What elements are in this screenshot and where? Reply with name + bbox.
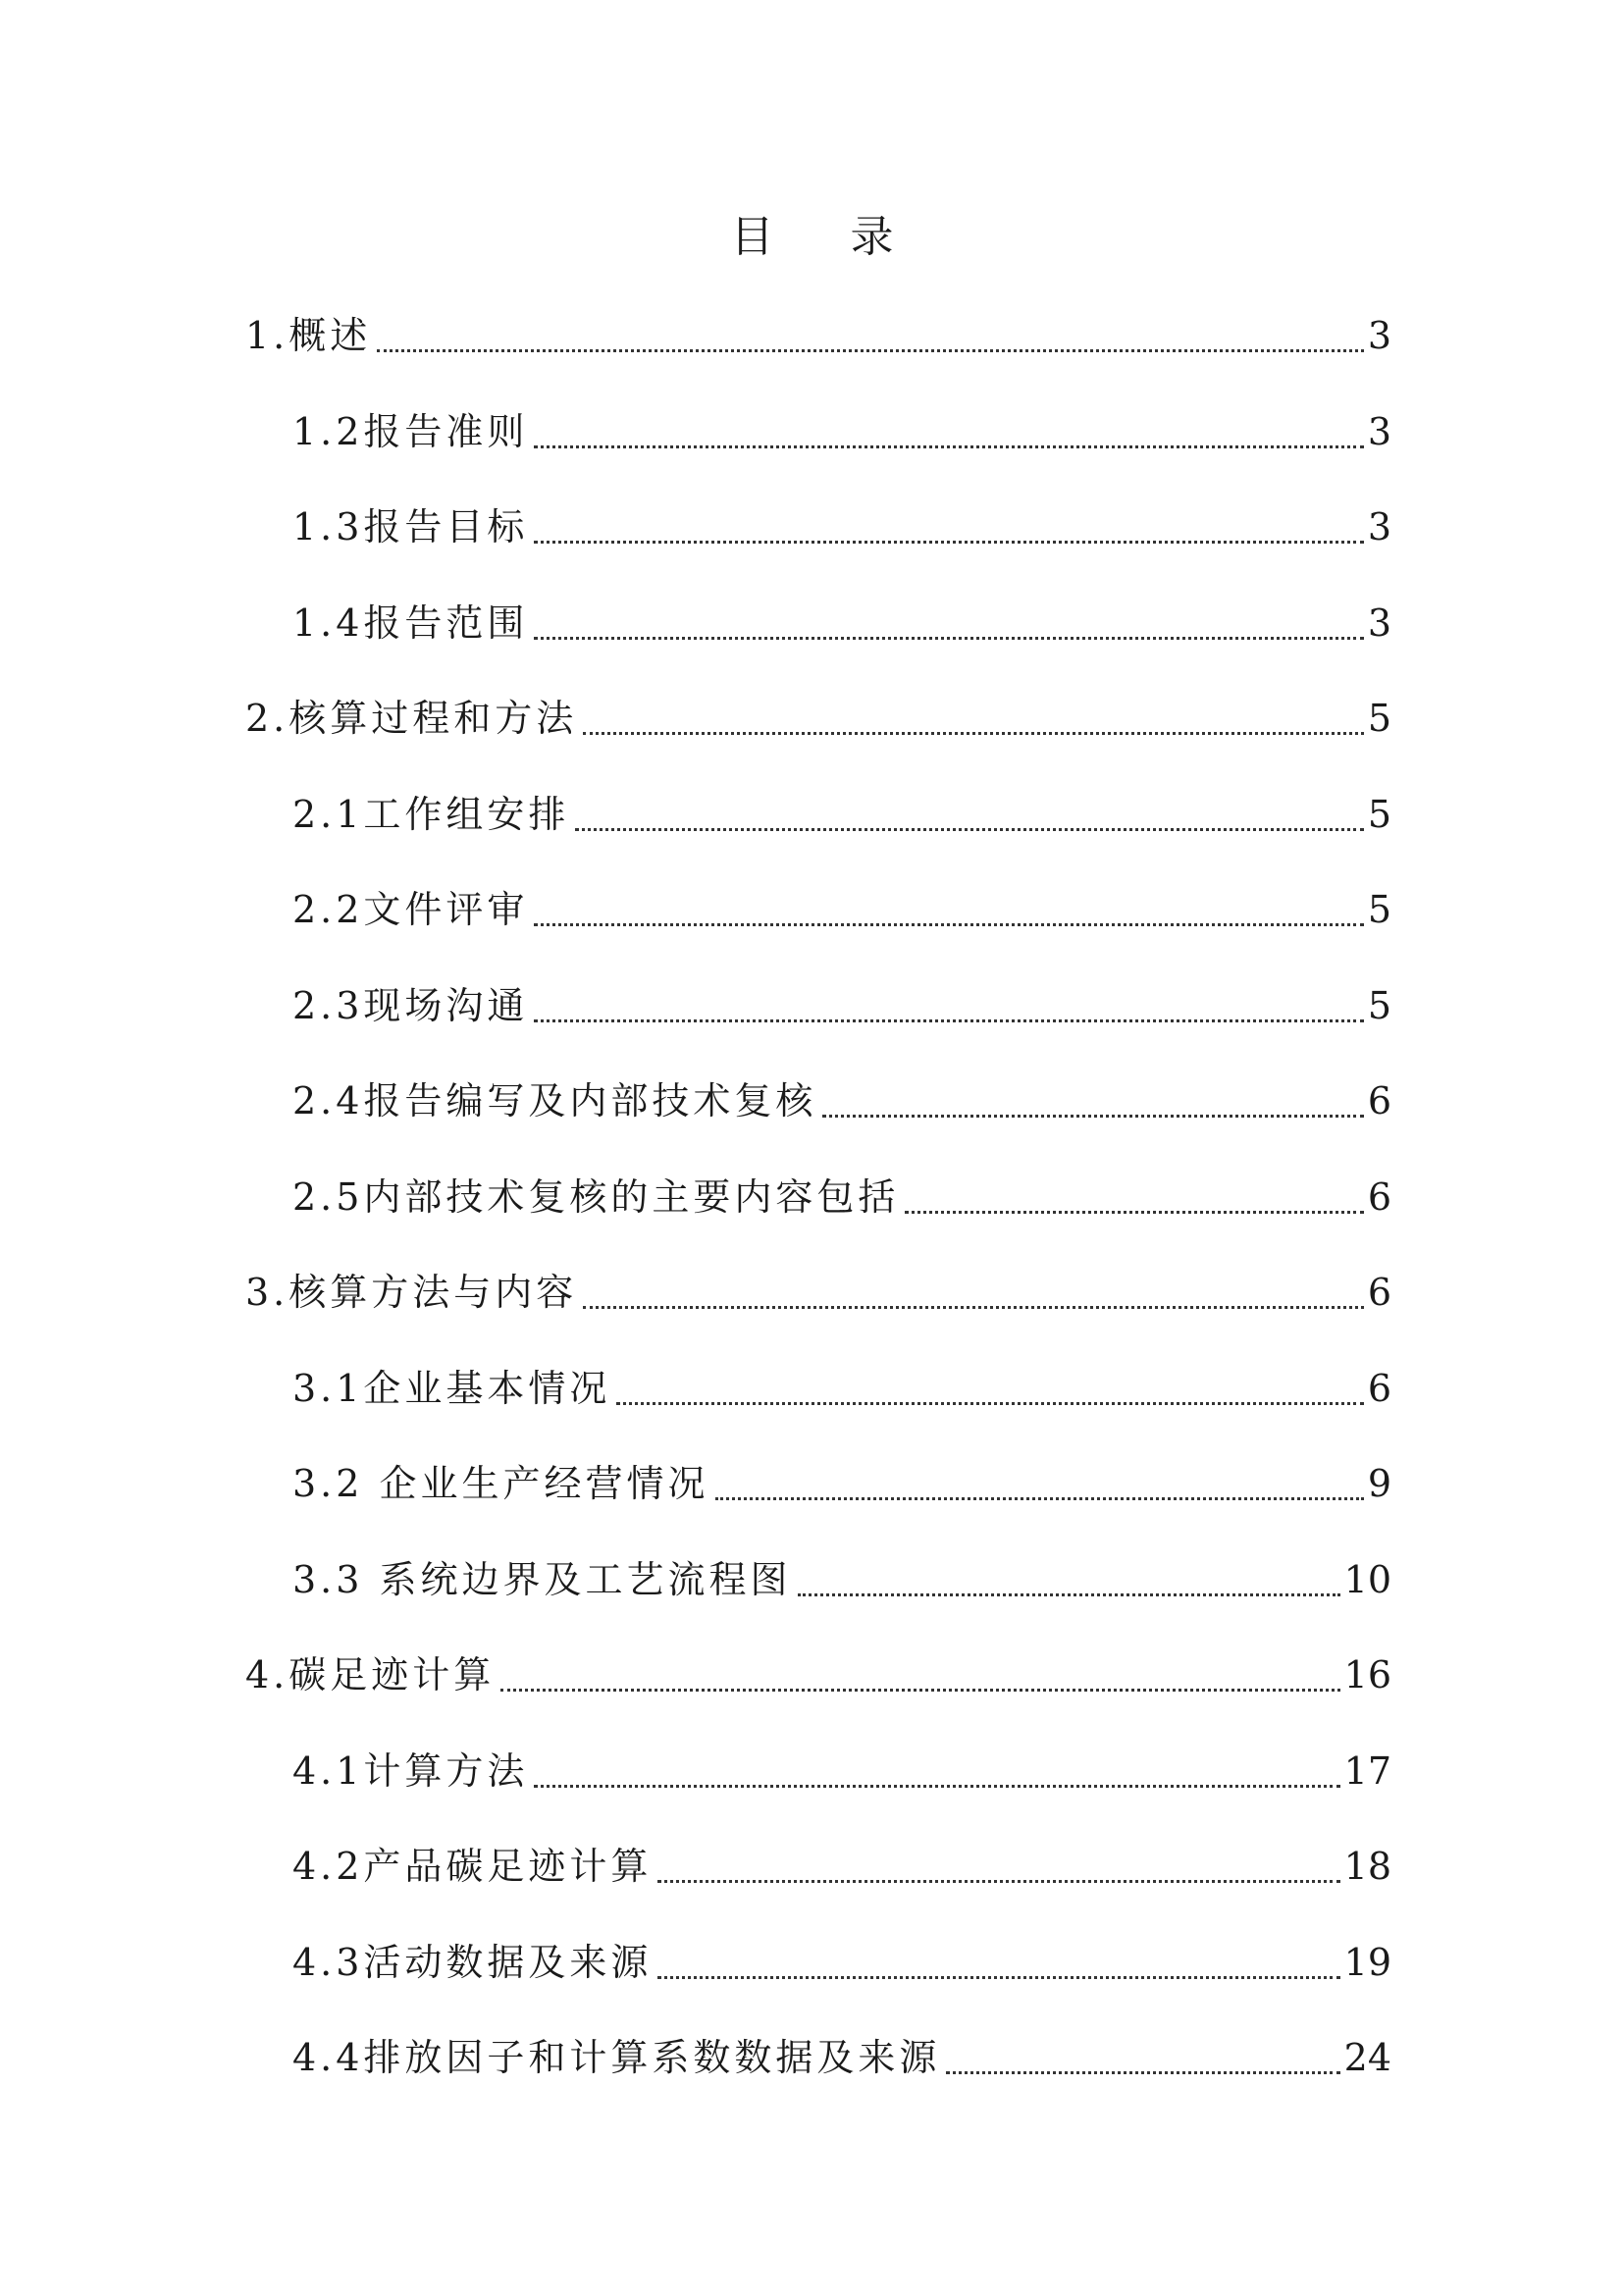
toc-entry[interactable]	[0, 594, 1624, 652]
toc-entry-label: 2.1工作组安排	[292, 793, 570, 836]
toc-entry[interactable]	[0, 689, 1624, 748]
toc-dot-leader	[946, 2071, 1339, 2074]
toc-dot-leader	[583, 1306, 1364, 1309]
toc-entry-page-number: 5	[1367, 888, 1391, 931]
toc-entry-page-number: 10	[1343, 1558, 1391, 1601]
toc-dot-leader	[616, 1402, 1363, 1405]
toc-entry-page-number: 17	[1343, 1749, 1391, 1793]
toc-entry-page-number: 9	[1367, 1462, 1391, 1505]
toc-entry[interactable]	[0, 1359, 1624, 1418]
toc-entry-label: 4.4排放因子和计算系数数据及来源	[292, 2036, 941, 2079]
toc-entry-page-number: 5	[1367, 793, 1391, 836]
toc-dot-leader	[657, 1880, 1339, 1883]
toc-entry-page-number: 3	[1367, 601, 1391, 645]
toc-entry-label: 1.4报告范围	[292, 601, 529, 645]
toc-entry-page-number: 3	[1367, 505, 1391, 548]
toc-entry[interactable]	[0, 976, 1624, 1035]
toc-entry-page-number: 19	[1343, 1941, 1391, 1984]
toc-entry-label: 1.2报告准则	[292, 410, 529, 453]
toc-entry[interactable]	[0, 1550, 1624, 1609]
toc-entry[interactable]	[0, 1837, 1624, 1896]
toc-entry-label: 2.3现场沟通	[292, 984, 529, 1027]
toc-dot-leader	[534, 541, 1363, 544]
toc-entry-page-number: 6	[1367, 1079, 1391, 1122]
toc-entry-label: 2.5内部技术复核的主要内容包括	[292, 1175, 900, 1219]
toc-entry-page-number: 24	[1343, 2036, 1391, 2079]
toc-dot-leader	[534, 923, 1363, 926]
toc-entry-page-number: 6	[1367, 1367, 1391, 1410]
toc-dot-leader	[500, 1689, 1339, 1692]
toc-dot-leader	[583, 732, 1364, 735]
toc-entry[interactable]	[0, 1933, 1624, 1992]
toc-entry[interactable]	[0, 785, 1624, 844]
toc-entry-label: 4.2产品碳足迹计算	[292, 1845, 653, 1888]
toc-dot-leader	[657, 1976, 1339, 1979]
toc-entry-page-number: 18	[1343, 1845, 1391, 1888]
toc-entry-page-number: 3	[1367, 314, 1391, 357]
page-title: 目 录	[730, 212, 925, 262]
toc-entry[interactable]	[0, 402, 1624, 461]
toc-entry-label: 3.3 系统边界及工艺流程图	[292, 1558, 792, 1601]
toc-entry-label: 1.概述	[245, 314, 372, 357]
toc-entry[interactable]	[0, 1645, 1624, 1704]
toc-dot-leader	[534, 637, 1363, 640]
toc-entry[interactable]	[0, 2028, 1624, 2087]
toc-entry-label: 2.2文件评审	[292, 888, 529, 931]
toc-entry-page-number: 5	[1367, 697, 1391, 740]
toc-dot-leader	[534, 1785, 1339, 1788]
toc-entry[interactable]	[0, 306, 1624, 365]
toc-entry-label: 4.碳足迹计算	[245, 1653, 496, 1696]
toc-entry[interactable]	[0, 1454, 1624, 1513]
toc-entry-page-number: 5	[1367, 984, 1391, 1027]
toc-entry-label: 3.核算方法与内容	[245, 1271, 578, 1314]
toc-entry-page-number: 6	[1367, 1271, 1391, 1314]
toc-entry-label: 4.1计算方法	[292, 1749, 529, 1793]
toc-entry-label: 2.核算过程和方法	[245, 697, 578, 740]
toc-dot-leader	[534, 445, 1363, 448]
toc-dot-leader	[534, 1019, 1363, 1022]
toc-entry[interactable]	[0, 1168, 1624, 1226]
toc-dot-leader	[822, 1115, 1363, 1118]
toc-entry[interactable]	[0, 880, 1624, 939]
toc-entry[interactable]	[0, 1263, 1624, 1322]
toc-dot-leader	[575, 828, 1363, 831]
toc-entry-page-number: 16	[1343, 1653, 1391, 1696]
toc-dot-leader	[905, 1211, 1363, 1214]
toc-dot-leader	[798, 1593, 1340, 1596]
toc-dot-leader	[377, 349, 1364, 352]
toc-entry-label: 2.4报告编写及内部技术复核	[292, 1079, 817, 1122]
toc-entry-label: 1.3报告目标	[292, 505, 529, 548]
toc-entry-page-number: 6	[1367, 1175, 1391, 1219]
toc-dot-leader	[715, 1497, 1364, 1500]
toc-entry[interactable]	[0, 1071, 1624, 1130]
toc-entry-label: 3.2 企业生产经营情况	[292, 1462, 709, 1505]
toc-entry[interactable]	[0, 497, 1624, 556]
toc-entry-page-number: 3	[1367, 410, 1391, 453]
toc-entry-label: 4.3活动数据及来源	[292, 1941, 653, 1984]
toc-entry-label: 3.1企业基本情况	[292, 1367, 611, 1410]
toc-entry[interactable]	[0, 1742, 1624, 1800]
